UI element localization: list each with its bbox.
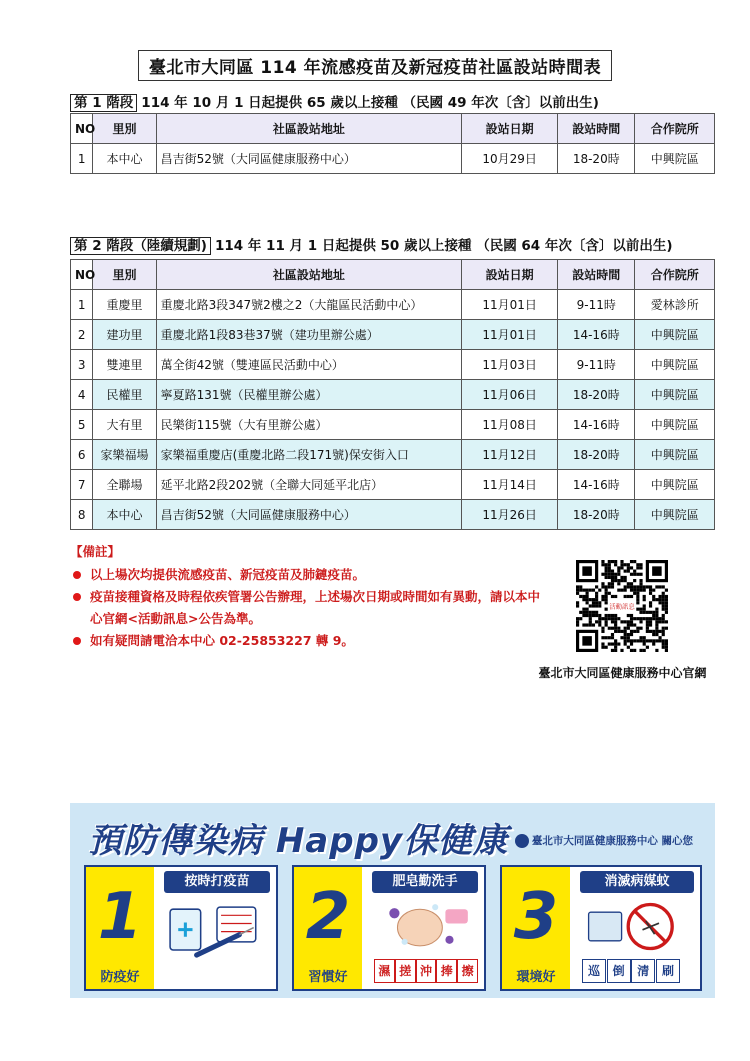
row-time: 14-16時 [558, 410, 635, 440]
notes [70, 542, 540, 652]
row-time: 9-11時 [558, 350, 635, 380]
page-title: 臺北市大同區 114 年流感疫苗及新冠疫苗社區設站時間表 [138, 50, 612, 81]
step-chip: 捧 [436, 959, 457, 983]
step-chip: 清 [631, 959, 655, 983]
row-no: 4 [71, 380, 93, 410]
row-date: 10月29日 [462, 144, 558, 174]
row-date: 11月06日 [462, 380, 558, 410]
table-row [71, 350, 715, 380]
row-date: 11月12日 [462, 440, 558, 470]
column-header: 社區設站地址 [156, 114, 462, 144]
row-address: 昌吉街52號（大同區健康服務中心） [156, 144, 462, 174]
table-header-row [71, 260, 715, 290]
handwash-steps [374, 959, 478, 983]
row-time: 18-20時 [558, 440, 635, 470]
panel-number: 1 [86, 867, 154, 989]
step-chip: 搓 [395, 959, 416, 983]
row-partner: 中興院區 [635, 470, 715, 500]
stage-1-desc: 114 年 10 月 1 日起提供 65 歲以上接種 （民國 49 年次〔含〕以前出生) [141, 95, 599, 111]
row-village: 民權里 [93, 380, 156, 410]
row-date: 11月14日 [462, 470, 558, 500]
row-time: 14-16時 [558, 320, 635, 350]
row-address: 昌吉街52號（大同區健康服務中心） [156, 500, 462, 530]
panel-number: 3 [502, 867, 570, 989]
stage-1-label: 第 1 階段 [70, 94, 137, 112]
column-header: NO [71, 260, 93, 290]
table-row [71, 144, 715, 174]
column-header: 里別 [93, 260, 156, 290]
row-village: 大有里 [93, 410, 156, 440]
row-village: 重慶里 [93, 290, 156, 320]
table-row [71, 290, 715, 320]
row-partner: 中興院區 [635, 440, 715, 470]
no-mosquito-icon [582, 899, 692, 954]
step-chip: 倒 [607, 959, 631, 983]
step-chip: 擦 [457, 959, 478, 983]
row-partner: 中興院區 [635, 350, 715, 380]
banner-org [515, 833, 693, 848]
step-chip: 沖 [416, 959, 437, 983]
mosquito-steps [582, 959, 680, 983]
syringe-icon [166, 899, 268, 960]
table-row [71, 320, 715, 350]
note-item: 疫苗接種資格及時程依疾管署公告辦理，上述場次日期或時間如有異動，請以本中心官網<活動訊息>公告為準。 [70, 586, 540, 630]
row-village: 家樂福場 [93, 440, 156, 470]
row-date: 11月26日 [462, 500, 558, 530]
handwash-icon [374, 899, 476, 950]
panel-number: 2 [294, 867, 362, 989]
stage-2-table [70, 259, 715, 530]
column-header: 設站日期 [462, 114, 558, 144]
panel-sub: 習慣好 [308, 970, 348, 985]
row-no: 1 [71, 290, 93, 320]
panel-handwash [292, 865, 486, 991]
panel-head: 肥皂勤洗手 [372, 871, 478, 893]
note-item: 以上場次均提供流感疫苗、新冠疫苗及肺鏈疫苗。 [70, 564, 540, 586]
step-chip: 刷 [656, 959, 680, 983]
row-partner: 中興院區 [635, 380, 715, 410]
stage-2-heading [70, 234, 673, 254]
health-banner [70, 803, 715, 998]
table-row [71, 470, 715, 500]
table-row [71, 380, 715, 410]
column-header: 設站日期 [462, 260, 558, 290]
stage-1-heading [70, 91, 599, 111]
row-partner: 中興院區 [635, 144, 715, 174]
row-date: 11月01日 [462, 290, 558, 320]
qr-code[interactable] [576, 560, 668, 652]
row-partner: 愛林診所 [635, 290, 715, 320]
row-partner: 中興院區 [635, 320, 715, 350]
row-village: 雙連里 [93, 350, 156, 380]
table-header-row [71, 114, 715, 144]
row-address: 民樂街115號（大有里辦公處） [156, 410, 462, 440]
row-date: 11月08日 [462, 410, 558, 440]
qr-center-label: 活動訊息 [609, 603, 635, 611]
row-address: 重慶北路1段83巷37號（建功里辦公處） [156, 320, 462, 350]
org-logo-icon [515, 834, 529, 848]
stage-2-desc: 114 年 11 月 1 日起提供 50 歲以上接種 （民國 64 年次〔含〕以前出生) [214, 238, 673, 254]
row-no: 1 [71, 144, 93, 174]
row-time: 14-16時 [558, 470, 635, 500]
stage-1-table [70, 113, 715, 174]
row-village: 全聯場 [93, 470, 156, 500]
column-header: 合作院所 [635, 260, 715, 290]
step-chip: 濕 [374, 959, 395, 983]
column-header: 社區設站地址 [156, 260, 462, 290]
row-no: 5 [71, 410, 93, 440]
row-address: 萬全街42號（雙連區民活動中心） [156, 350, 462, 380]
table-row [71, 500, 715, 530]
title-wrap [0, 50, 750, 81]
row-partner: 中興院區 [635, 500, 715, 530]
notes-title: 【備註】 [70, 544, 121, 559]
qr-caption: 臺北市大同區健康服務中心官網 [538, 666, 707, 680]
row-time: 18-20時 [558, 500, 635, 530]
banner-title: 預防傳染病 Happy保健康 [88, 821, 509, 861]
table-row [71, 410, 715, 440]
row-time: 18-20時 [558, 144, 635, 174]
panel-head: 按時打疫苗 [164, 871, 270, 893]
row-address: 家樂福重慶店(重慶北路二段171號)保安街入口 [156, 440, 462, 470]
column-header: 設站時間 [558, 114, 635, 144]
note-item: 如有疑問請電洽本中心 02-25853227 轉 9。 [70, 630, 540, 652]
column-header: 合作院所 [635, 114, 715, 144]
row-no: 8 [71, 500, 93, 530]
row-village: 本中心 [93, 144, 156, 174]
panel-vaccine [84, 865, 278, 991]
row-time: 18-20時 [558, 380, 635, 410]
row-partner: 中興院區 [635, 410, 715, 440]
row-time: 9-11時 [558, 290, 635, 320]
row-village: 建功里 [93, 320, 156, 350]
row-address: 重慶北路3段347號2樓之2（大龍區民活動中心） [156, 290, 462, 320]
panel-head: 消滅病媒蚊 [580, 871, 694, 893]
row-no: 6 [71, 440, 93, 470]
panel-sub: 環境好 [516, 970, 556, 985]
step-chip: 巡 [582, 959, 606, 983]
row-no: 2 [71, 320, 93, 350]
row-date: 11月01日 [462, 320, 558, 350]
row-address: 寧夏路131號（民權里辦公處） [156, 380, 462, 410]
row-village: 本中心 [93, 500, 156, 530]
panel-sub: 防疫好 [100, 970, 140, 985]
row-date: 11月03日 [462, 350, 558, 380]
stage-2-label: 第 2 階段（陸續規劃) [70, 237, 211, 255]
column-header: NO [71, 114, 93, 144]
row-no: 3 [71, 350, 93, 380]
column-header: 里別 [93, 114, 156, 144]
column-header: 設站時間 [558, 260, 635, 290]
row-no: 7 [71, 470, 93, 500]
table-row [71, 440, 715, 470]
row-address: 延平北路2段202號（全聯大同延平北店） [156, 470, 462, 500]
panel-mosquito [500, 865, 702, 991]
banner-org-text: 臺北市大同區健康服務中心 關心您 [531, 835, 693, 847]
